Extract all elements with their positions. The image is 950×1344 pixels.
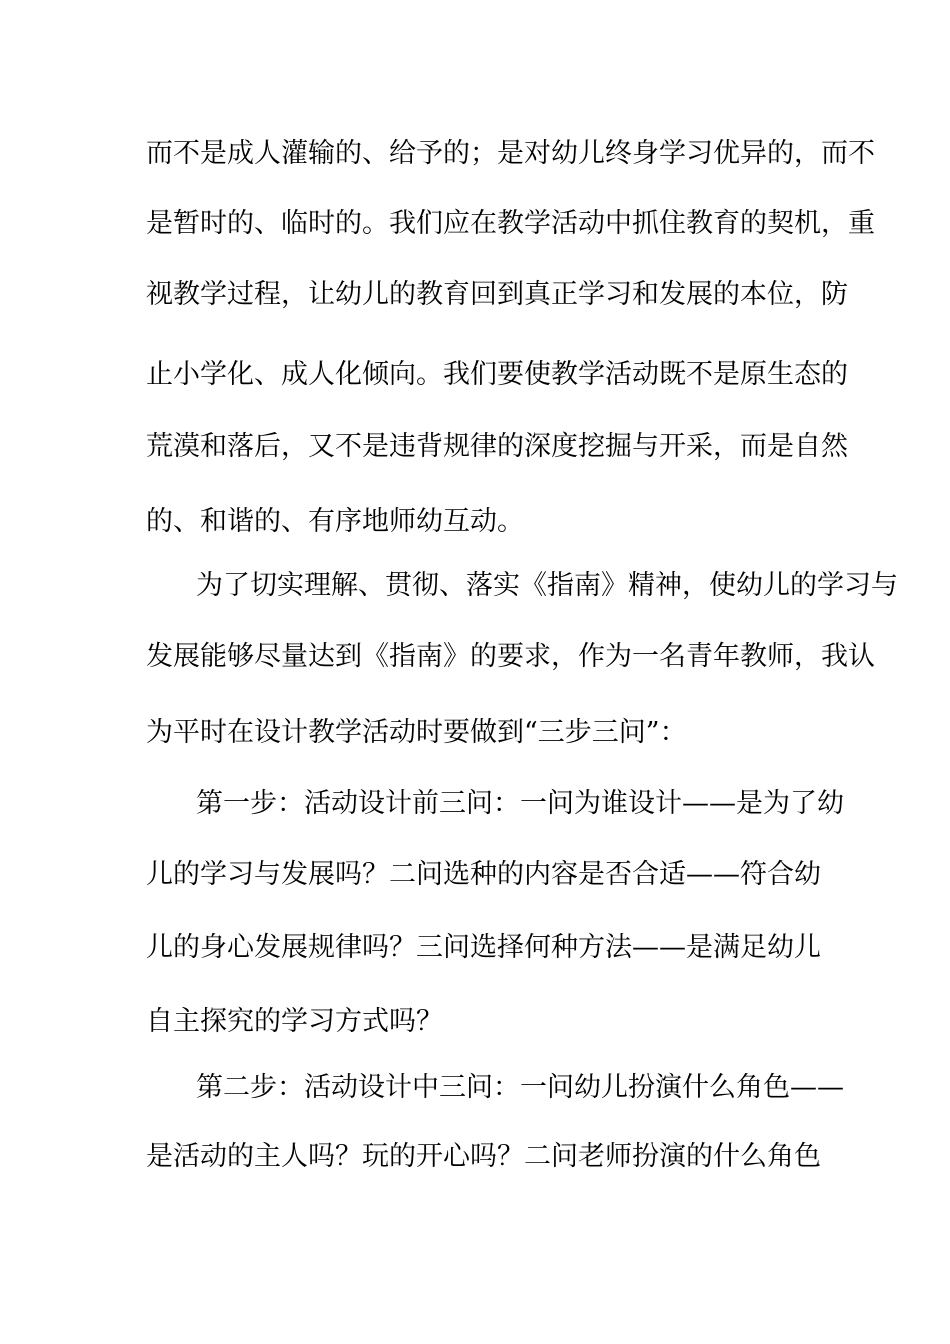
text-line-15: 是活动的主人吗？玩的开心吗？二问老师扮演的什么角色 [146, 1141, 821, 1172]
text-line-9: 为平时在设计教学活动时要做到“三步三问”： [146, 717, 687, 748]
text-line-6: 的、和谐的、有序地师幼互动。 [146, 506, 524, 537]
text-line-4: 止小学化、成人化倾向。我们要使教学活动既不是原生态的 [146, 359, 848, 390]
text-line-8: 发展能够尽量达到《指南》的要求，作为一名青年教师，我认 [146, 641, 875, 672]
text-line-12: 儿的身心发展规律吗？三问选择何种方法——是满足幼儿 [146, 932, 821, 963]
text-line-7: 为了切实理解、贯彻、落实《指南》精神，使幼儿的学习与 [196, 570, 898, 601]
text-line-13: 自主探究的学习方式吗？ [146, 1006, 443, 1037]
text-line-10: 第一步：活动设计前三问：一问为谁设计——是为了幼 [196, 788, 844, 819]
text-line-2: 是暂时的、临时的。我们应在教学活动中抓住教育的契机，重 [146, 208, 875, 239]
text-line-14: 第二步：活动设计中三问：一问幼儿扮演什么角色—— [196, 1072, 844, 1103]
text-line-1: 而不是成人灌输的、给予的；是对幼儿终身学习优异的，而不 [146, 138, 875, 169]
text-line-3: 视教学过程，让幼儿的教育回到真正学习和发展的本位，防 [146, 279, 848, 310]
text-line-5: 荒漠和落后，又不是违背规律的深度挖掘与开采，而是自然 [146, 431, 848, 462]
text-line-11: 儿的学习与发展吗？二问选种的内容是否合适——符合幼 [146, 859, 821, 890]
